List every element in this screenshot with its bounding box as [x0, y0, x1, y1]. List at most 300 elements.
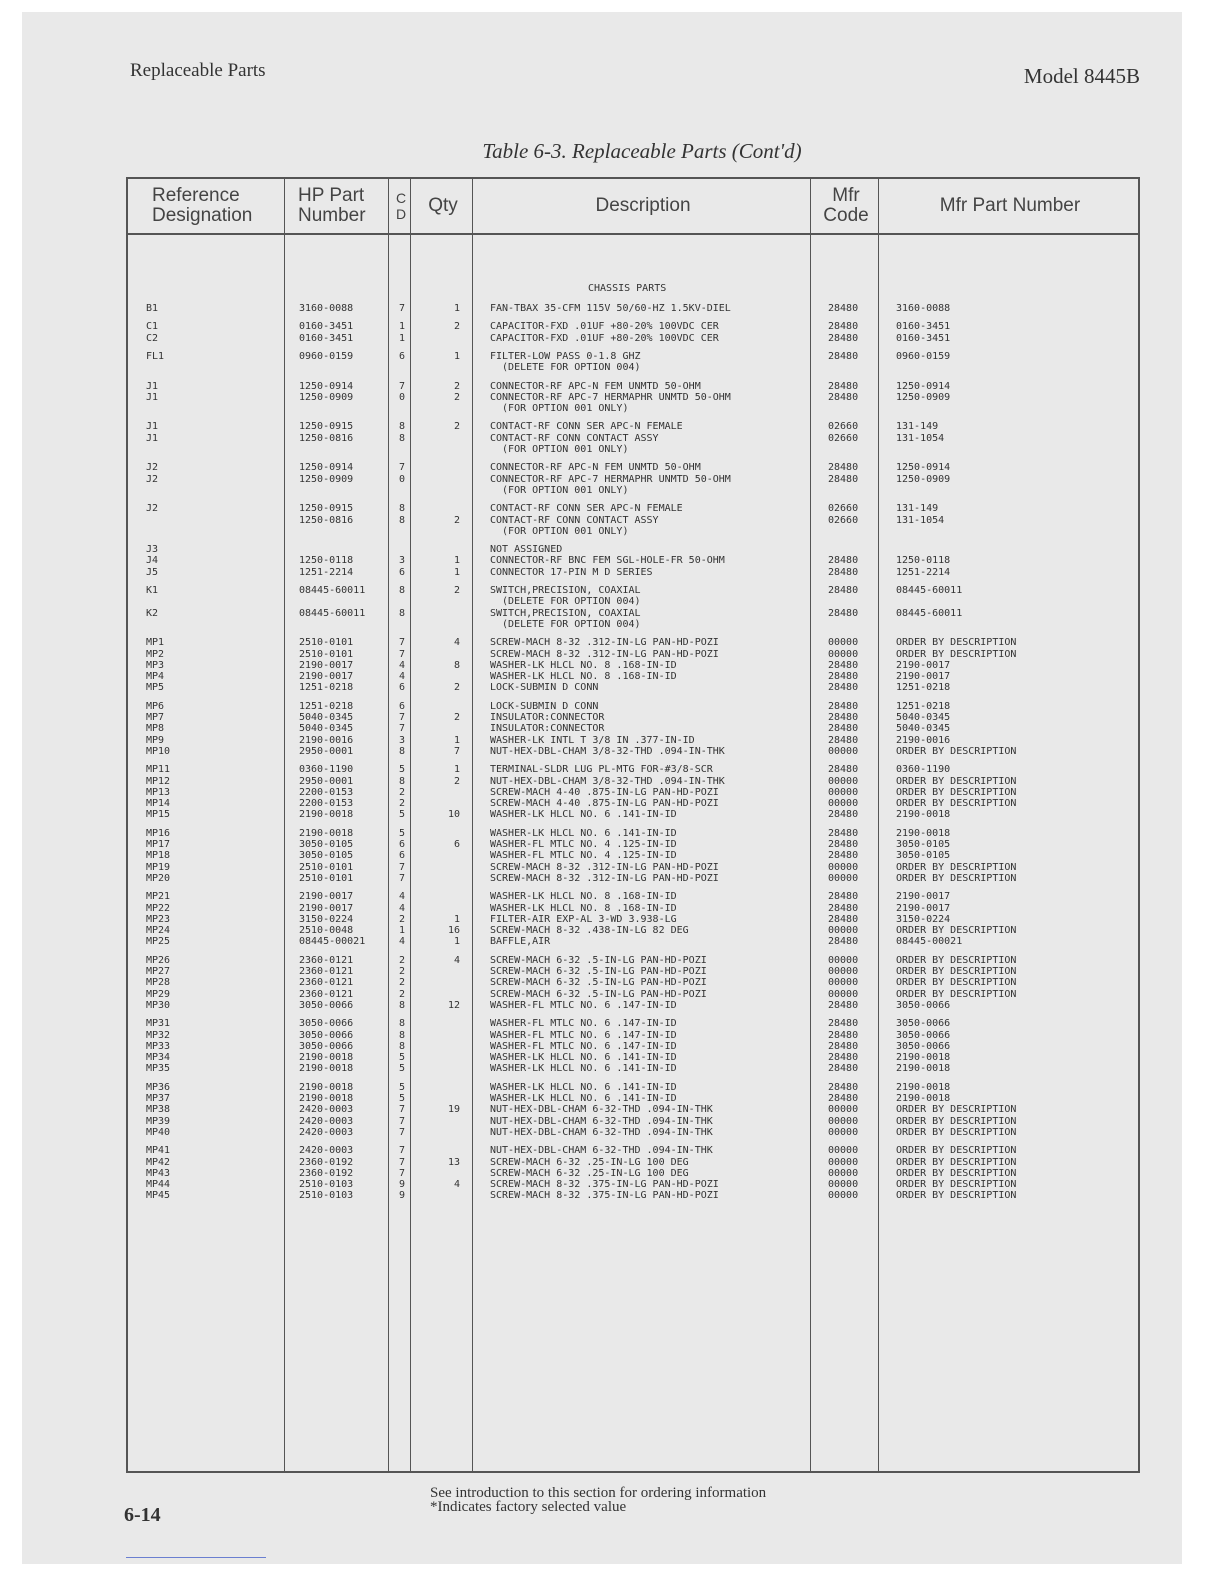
cell-qty: 2: [453, 321, 460, 333]
cell-mfr: 28480: [828, 712, 859, 723]
cell-ref: MP30: [146, 999, 171, 1011]
cell-hp: 2190-0018: [299, 1063, 354, 1075]
cell-hp: 1250-0914: [299, 462, 354, 474]
cell-cd: 8: [399, 1018, 406, 1030]
cell-hp: 2190-0018: [299, 827, 354, 839]
cell-mfr: 02660: [828, 514, 859, 526]
cell-desc: (DELETE FOR OPTION 004): [490, 596, 641, 608]
cell-cd: 1: [399, 925, 406, 937]
cell-mfr: 00000: [828, 1126, 859, 1138]
cell-cd: 4: [399, 891, 406, 903]
cell-mpn: ORDER BY DESCRIPTION: [896, 786, 1017, 798]
cell-cd: 8: [399, 1040, 406, 1052]
cell-cd: 7: [399, 1156, 406, 1168]
table-row: [128, 914, 1138, 926]
table-row: [128, 701, 1138, 713]
cell-mpn: 2190-0018: [896, 1063, 951, 1075]
cell-desc: SCREW-MACH 8-32 .312-IN-LG PAN-HD-POZI: [490, 637, 719, 649]
cell-mfr: 00000: [828, 798, 859, 810]
cell-mpn: ORDER BY DESCRIPTION: [896, 1145, 1017, 1157]
table-row: [128, 828, 1138, 840]
cell-desc: WASHER-FL MTLC NO. 6 .147-IN-ID: [490, 1040, 677, 1052]
col-header-description: Description: [474, 179, 812, 235]
cell-ref: MP23: [146, 913, 171, 925]
cell-hp: 3050-0066: [299, 1018, 354, 1030]
cell-desc: NUT-HEX-DBL-CHAM 3/8-32-THD .094-IN-THK: [490, 775, 725, 787]
cell-desc: NUT-HEX-DBL-CHAM 6-32-THD .094-IN-THK: [490, 1126, 713, 1138]
cell-mpn: 2190-0017: [896, 659, 951, 671]
cell-mfr: 28480: [828, 321, 859, 333]
table-title: Table 6-3. Replaceable Parts (Cont'd): [482, 139, 802, 163]
cell-cd: 6: [399, 850, 406, 862]
cell-mfr: 28480: [828, 682, 859, 694]
cell-mfr: 00000: [828, 872, 859, 884]
cell-mpn: 1250-0914: [896, 380, 951, 392]
table-row: [128, 526, 1138, 538]
cell-cd: 1: [399, 332, 406, 344]
cell-mpn: ORDER BY DESCRIPTION: [896, 954, 1017, 966]
cell-desc: WASHER-LK HLCL NO. 6 .141-IN-ID: [490, 1063, 677, 1075]
cell-mpn: ORDER BY DESCRIPTION: [896, 925, 1017, 937]
cell-hp: 2420-0003: [299, 1145, 354, 1157]
cell-mpn: 2190-0016: [896, 734, 951, 746]
cell-desc: WASHER-LK HLCL NO. 8 .168-IN-ID: [490, 671, 677, 683]
cell-desc: WASHER-LK HLCL NO. 8 .168-IN-ID: [490, 902, 677, 914]
cell-ref: MP33: [146, 1040, 171, 1052]
cell-mfr: 28480: [828, 1093, 859, 1104]
cell-mpn: ORDER BY DESCRIPTION: [896, 977, 1017, 989]
cell-ref: MP44: [146, 1179, 171, 1191]
cell-mpn: ORDER BY DESCRIPTION: [896, 1179, 1017, 1191]
table-row: [128, 1052, 1138, 1064]
cell-qty: 4: [453, 1179, 460, 1191]
cell-hp: 3050-0066: [299, 1029, 354, 1041]
col-header-cd: C D: [390, 179, 412, 235]
cell-mpn: 3050-0066: [896, 1040, 951, 1052]
cell-qty: 7: [453, 745, 460, 757]
cell-ref: MP10: [146, 745, 171, 757]
cell-mpn: 1250-0914: [896, 462, 951, 474]
cell-ref: J5: [146, 566, 159, 578]
table-row: [128, 925, 1138, 937]
cell-desc: WASHER-LK HLCL NO. 6 .141-IN-ID: [490, 1052, 677, 1064]
cell-mpn: ORDER BY DESCRIPTION: [896, 872, 1017, 884]
cell-hp: 2360-0192: [299, 1156, 354, 1168]
cell-desc: FILTER-AIR EXP-AL 3-WD 3.938-LG: [490, 913, 677, 925]
table-row: [128, 735, 1138, 747]
table-row: [128, 1104, 1138, 1116]
cell-mpn: 3050-0066: [896, 1018, 951, 1030]
table-row: [128, 903, 1138, 915]
cell-mfr: 02660: [828, 421, 859, 433]
cell-desc: SCREW-MACH 8-32 .312-IN-LG PAN-HD-POZI: [490, 648, 719, 660]
cell-desc: CONTACT-RF CONN SER APC-N FEMALE: [490, 421, 683, 433]
cell-ref: MP26: [146, 954, 171, 966]
table-row: [128, 671, 1138, 683]
cell-desc: SWITCH,PRECISION, COAXIAL: [490, 607, 641, 619]
cell-mpn: 1250-0909: [896, 473, 951, 485]
cell-cd: 7: [399, 648, 406, 660]
cell-qty: 4: [453, 637, 460, 649]
cell-desc: BAFFLE,AIR: [490, 936, 551, 948]
cell-mfr: 00000: [828, 1145, 859, 1157]
table-row: [128, 444, 1138, 456]
cell-desc: CONTACT-RF CONN CONTACT ASSY: [490, 514, 659, 526]
cell-mfr: 28480: [828, 1052, 859, 1064]
table-row: [128, 362, 1138, 374]
cell-hp: 0360-1190: [299, 764, 354, 776]
cell-qty: 1: [453, 566, 460, 578]
cell-ref: MP29: [146, 988, 171, 1000]
cell-mpn: ORDER BY DESCRIPTION: [896, 1126, 1017, 1138]
cell-mpn: 3050-0066: [896, 1029, 951, 1041]
cell-cd: 7: [399, 712, 406, 723]
cell-mpn: ORDER BY DESCRIPTION: [896, 648, 1017, 660]
cell-desc: (FOR OPTION 001 ONLY): [490, 484, 629, 496]
cell-ref: MP15: [146, 809, 171, 821]
cell-desc: WASHER-FL MTLC NO. 6 .147-IN-ID: [490, 1018, 677, 1030]
cell-ref: J2: [146, 473, 159, 485]
table-row: [128, 608, 1138, 620]
table-row: [128, 1127, 1138, 1139]
cell-hp: 2510-0101: [299, 648, 354, 660]
cell-hp: 2510-0101: [299, 872, 354, 884]
cell-cd: 6: [399, 700, 406, 712]
cell-ref: MP38: [146, 1104, 171, 1116]
cell-mpn: 08445-60011: [896, 607, 963, 619]
cell-mfr: 00000: [828, 1167, 859, 1179]
cell-mpn: ORDER BY DESCRIPTION: [896, 861, 1017, 873]
table-row: [128, 637, 1138, 649]
cell-cd: 7: [399, 1115, 406, 1127]
model-header: Model 8445B: [1023, 64, 1140, 88]
table-row: [128, 839, 1138, 851]
cell-ref: MP6: [146, 700, 165, 712]
col-header-mfr-code: Mfr Code: [812, 179, 880, 235]
cell-mpn: 2190-0017: [896, 671, 951, 683]
cell-desc: CONNECTOR-RF APC-7 HERMAPHR UNMTD 50-OHM: [490, 391, 731, 403]
cell-desc: INSULATOR:CONNECTOR: [490, 723, 605, 735]
cell-ref: MP12: [146, 775, 171, 787]
cell-cd: 7: [399, 462, 406, 474]
cell-cd: 2: [399, 954, 406, 966]
cell-mfr: 00000: [828, 1179, 859, 1191]
cell-ref: MP22: [146, 902, 171, 914]
cell-cd: 4: [399, 902, 406, 914]
cell-cd: 8: [399, 999, 406, 1011]
cell-cd: 8: [399, 607, 406, 619]
cell-ref: MP21: [146, 891, 171, 903]
cell-desc: SCREW-MACH 8-32 .312-IN-LG PAN-HD-POZI: [490, 872, 719, 884]
cell-mfr: 28480: [828, 1029, 859, 1041]
cell-mfr: 28480: [828, 671, 859, 683]
cell-mfr: 28480: [828, 1018, 859, 1030]
cell-mfr: 00000: [828, 637, 859, 649]
cell-desc: WASHER-FL MTLC NO. 4 .125-IN-ID: [490, 839, 677, 850]
cell-qty: 2: [453, 775, 460, 787]
cell-mfr: 00000: [828, 977, 859, 989]
table-row: [128, 955, 1138, 967]
cell-desc: (DELETE FOR OPTION 004): [490, 362, 641, 374]
cell-ref: K1: [146, 585, 159, 596]
cell-hp: 2360-0121: [299, 954, 354, 966]
cell-mfr: 00000: [828, 954, 859, 966]
cell-cd: 9: [399, 1179, 406, 1191]
cell-desc: NUT-HEX-DBL-CHAM 6-32-THD .094-IN-THK: [490, 1145, 713, 1157]
cell-mpn: 1251-0218: [896, 682, 951, 694]
table-row: [128, 544, 1138, 556]
table-row: [128, 776, 1138, 788]
cell-mfr: 00000: [828, 648, 859, 660]
cell-hp: 2360-0121: [299, 977, 354, 989]
cell-desc: INSULATOR:CONNECTOR: [490, 712, 605, 723]
cell-ref: MP19: [146, 861, 171, 873]
footer-note: *Indicates factory selected value: [430, 1499, 627, 1515]
cell-mpn: ORDER BY DESCRIPTION: [896, 637, 1017, 649]
cell-mfr: 00000: [828, 1156, 859, 1168]
cell-mpn: ORDER BY DESCRIPTION: [896, 1156, 1017, 1168]
cell-hp: 2510-0103: [299, 1190, 354, 1202]
cell-ref: MP20: [146, 872, 171, 884]
section-title: CHASSIS PARTS: [588, 283, 667, 294]
cell-desc: CONNECTOR-RF APC-7 HERMAPHR UNMTD 50-OHM: [490, 473, 731, 485]
table-row: [128, 1168, 1138, 1180]
table-row: [128, 515, 1138, 527]
cell-ref: MP9: [146, 734, 165, 746]
cell-hp: 5040-0345: [299, 712, 354, 723]
cell-ref: MP32: [146, 1029, 171, 1041]
cell-ref: MP24: [146, 925, 171, 937]
cell-desc: SCREW-MACH 8-32 .312-IN-LG PAN-HD-POZI: [490, 861, 719, 873]
table-row: [128, 351, 1138, 363]
cell-mfr: 28480: [828, 391, 859, 403]
cell-mfr: 00000: [828, 775, 859, 787]
cell-desc: SCREW-MACH 6-32 .25-IN-LG 100 DEG: [490, 1156, 689, 1168]
cell-cd: 4: [399, 671, 406, 683]
table-row: [128, 966, 1138, 978]
table-row: [128, 809, 1138, 821]
cell-ref: MP2: [146, 648, 165, 660]
cell-cd: 7: [399, 1167, 406, 1179]
cell-hp: 2190-0018: [299, 1081, 354, 1093]
cell-desc: SWITCH,PRECISION, COAXIAL: [490, 585, 641, 596]
cell-hp: 1251-0218: [299, 682, 354, 694]
cell-ref: MP7: [146, 712, 165, 723]
cell-hp: 1251-0218: [299, 700, 354, 712]
table-row: [128, 381, 1138, 393]
footer-note: See introduction to this section for ordering information: [430, 1485, 767, 1501]
cell-cd: 8: [399, 775, 406, 787]
table-row: [128, 1018, 1138, 1030]
cell-hp: 2190-0017: [299, 902, 354, 914]
table-row: [128, 682, 1138, 694]
cell-mfr: 28480: [828, 902, 859, 914]
cell-mpn: 0360-1190: [896, 764, 951, 776]
cell-mpn: 2190-0018: [896, 1052, 951, 1064]
cell-mpn: ORDER BY DESCRIPTION: [896, 966, 1017, 977]
table-row: [128, 936, 1138, 948]
cell-mfr: 28480: [828, 827, 859, 839]
cell-ref: MP41: [146, 1145, 171, 1157]
cell-mfr: 28480: [828, 462, 859, 474]
cell-mfr: 00000: [828, 745, 859, 757]
cell-desc: FAN-TBAX 35-CFM 115V 50/60-HZ 1.5KV-DIEL: [490, 303, 731, 314]
cell-mpn: 1251-2214: [896, 566, 951, 578]
cell-cd: 4: [399, 936, 406, 948]
cell-cd: 0: [399, 473, 406, 485]
cell-desc: (FOR OPTION 001 ONLY): [490, 525, 629, 537]
page-number: 6-14: [124, 1504, 161, 1526]
cell-desc: FILTER-LOW PASS 0-1.8 GHZ: [490, 350, 641, 362]
table-row: [128, 555, 1138, 567]
cell-hp: 1250-0909: [299, 391, 354, 403]
cell-ref: MP14: [146, 798, 171, 810]
cell-hp: 2510-0101: [299, 861, 354, 873]
cell-desc: SCREW-MACH 4-40 .875-IN-LG PAN-HD-POZI: [490, 798, 719, 810]
cell-cd: 7: [399, 303, 406, 314]
cell-mpn: 131-1054: [896, 432, 945, 444]
table-row: [128, 1000, 1138, 1012]
cell-qty: 2: [453, 712, 460, 723]
parts-table: [126, 177, 1140, 1473]
cell-qty: 2: [453, 514, 460, 526]
cell-mpn: ORDER BY DESCRIPTION: [896, 1115, 1017, 1127]
cell-hp: 3050-0066: [299, 1040, 354, 1052]
cell-desc: WASHER-LK HLCL NO. 6 .141-IN-ID: [490, 809, 677, 821]
cell-qty: 1: [453, 555, 460, 567]
cell-hp: 2190-0018: [299, 1052, 354, 1064]
cell-ref: MP17: [146, 839, 171, 850]
table-row: [128, 619, 1138, 631]
cell-mfr: 28480: [828, 839, 859, 850]
cell-ref: MP43: [146, 1167, 171, 1179]
cell-cd: 2: [399, 798, 406, 810]
cell-mpn: 3160-0088: [896, 303, 951, 314]
cell-mfr: 28480: [828, 700, 859, 712]
cell-mfr: 28480: [828, 850, 859, 862]
table-row: [128, 1157, 1138, 1169]
cell-desc: CAPACITOR-FXD .01UF +80-20% 100VDC CER: [490, 321, 719, 333]
cell-mpn: 1250-0909: [896, 391, 951, 403]
cell-hp: 2190-0017: [299, 659, 354, 671]
cell-ref: J1: [146, 432, 159, 444]
cell-hp: 3050-0105: [299, 839, 354, 850]
col-header-hp-part: HP Part Number: [286, 179, 390, 235]
divider: [126, 1557, 266, 1558]
cell-ref: MP42: [146, 1156, 171, 1168]
cell-cd: 2: [399, 913, 406, 925]
cell-mpn: 3050-0105: [896, 850, 951, 862]
cell-qty: 1: [453, 764, 460, 776]
table-row: [128, 723, 1138, 735]
cell-ref: J1: [146, 391, 159, 403]
col-header-qty: Qty: [412, 179, 474, 235]
cell-hp: 08445-60011: [299, 607, 366, 619]
cell-desc: SCREW-MACH 6-32 .5-IN-LG PAN-HD-POZI: [490, 966, 707, 977]
cell-desc: CONTACT-RF CONN CONTACT ASSY: [490, 432, 659, 444]
table-row: [128, 977, 1138, 989]
cell-hp: 0160-3451: [299, 321, 354, 333]
cell-desc: SCREW-MACH 6-32 .25-IN-LG 100 DEG: [490, 1167, 689, 1179]
cell-qty: 2: [453, 585, 460, 596]
cell-qty: 1: [453, 936, 460, 948]
cell-cd: 5: [399, 827, 406, 839]
cell-cd: 5: [399, 1093, 406, 1104]
cell-desc: NUT-HEX-DBL-CHAM 6-32-THD .094-IN-THK: [490, 1104, 713, 1116]
cell-mfr: 28480: [828, 332, 859, 344]
cell-desc: (DELETE FOR OPTION 004): [490, 618, 641, 630]
cell-hp: 2190-0016: [299, 734, 354, 746]
cell-qty: 2: [453, 391, 460, 403]
table-row: [128, 1041, 1138, 1053]
cell-mpn: 5040-0345: [896, 712, 951, 723]
cell-hp: 2950-0001: [299, 745, 354, 757]
cell-mfr: 00000: [828, 1104, 859, 1116]
cell-desc: WASHER-LK HLCL NO. 8 .168-IN-ID: [490, 659, 677, 671]
cell-ref: B1: [146, 303, 159, 314]
cell-cd: 8: [399, 745, 406, 757]
table-row: [128, 989, 1138, 1001]
cell-hp: 2950-0001: [299, 775, 354, 787]
cell-ref: MP5: [146, 682, 165, 694]
cell-hp: 2200-0153: [299, 786, 354, 798]
cell-mfr: 28480: [828, 764, 859, 776]
cell-desc: CONTACT-RF CONN SER APC-N FEMALE: [490, 503, 683, 515]
cell-cd: 6: [399, 839, 406, 850]
cell-ref: MP25: [146, 936, 171, 948]
cell-ref: C2: [146, 332, 159, 344]
cell-desc: CAPACITOR-FXD .01UF +80-20% 100VDC CER: [490, 332, 719, 344]
cell-mpn: 2190-0018: [896, 827, 951, 839]
cell-mpn: 08445-00021: [896, 936, 963, 948]
table-row: [128, 787, 1138, 799]
cell-desc: NOT ASSIGNED: [490, 544, 563, 556]
cell-hp: 08445-60011: [299, 585, 366, 596]
cell-hp: 3050-0066: [299, 999, 354, 1011]
cell-ref: J2: [146, 503, 159, 515]
cell-ref: MP31: [146, 1018, 171, 1030]
cell-cd: 7: [399, 637, 406, 649]
cell-qty: 10: [447, 809, 460, 821]
section-header: Replaceable Parts: [130, 60, 266, 81]
cell-mfr: 00000: [828, 861, 859, 873]
cell-mpn: 2190-0018: [896, 1093, 951, 1104]
table-row: [128, 503, 1138, 515]
cell-mpn: ORDER BY DESCRIPTION: [896, 1190, 1017, 1202]
cell-hp: 3050-0105: [299, 850, 354, 862]
cell-hp: 1251-2214: [299, 566, 354, 578]
cell-desc: WASHER-LK HLCL NO. 8 .168-IN-ID: [490, 891, 677, 903]
cell-cd: 6: [399, 350, 406, 362]
cell-ref: MP27: [146, 966, 171, 977]
cell-mfr: 28480: [828, 891, 859, 903]
cell-hp: 1250-0816: [299, 432, 354, 444]
cell-hp: 2190-0018: [299, 809, 354, 821]
cell-mpn: ORDER BY DESCRIPTION: [896, 775, 1017, 787]
cell-hp: 2190-0017: [299, 891, 354, 903]
table-row: [128, 433, 1138, 445]
cell-cd: 5: [399, 809, 406, 821]
cell-qty: 12: [447, 999, 460, 1011]
cell-cd: 8: [399, 1029, 406, 1041]
cell-mfr: 00000: [828, 988, 859, 1000]
cell-mfr: 28480: [828, 913, 859, 925]
cell-qty: 16: [447, 925, 460, 937]
table-row: [128, 333, 1138, 345]
cell-desc: WASHER-FL MTLC NO. 6 .147-IN-ID: [490, 999, 677, 1011]
cell-mpn: 0160-3451: [896, 321, 951, 333]
cell-desc: SCREW-MACH 6-32 .5-IN-LG PAN-HD-POZI: [490, 977, 707, 989]
